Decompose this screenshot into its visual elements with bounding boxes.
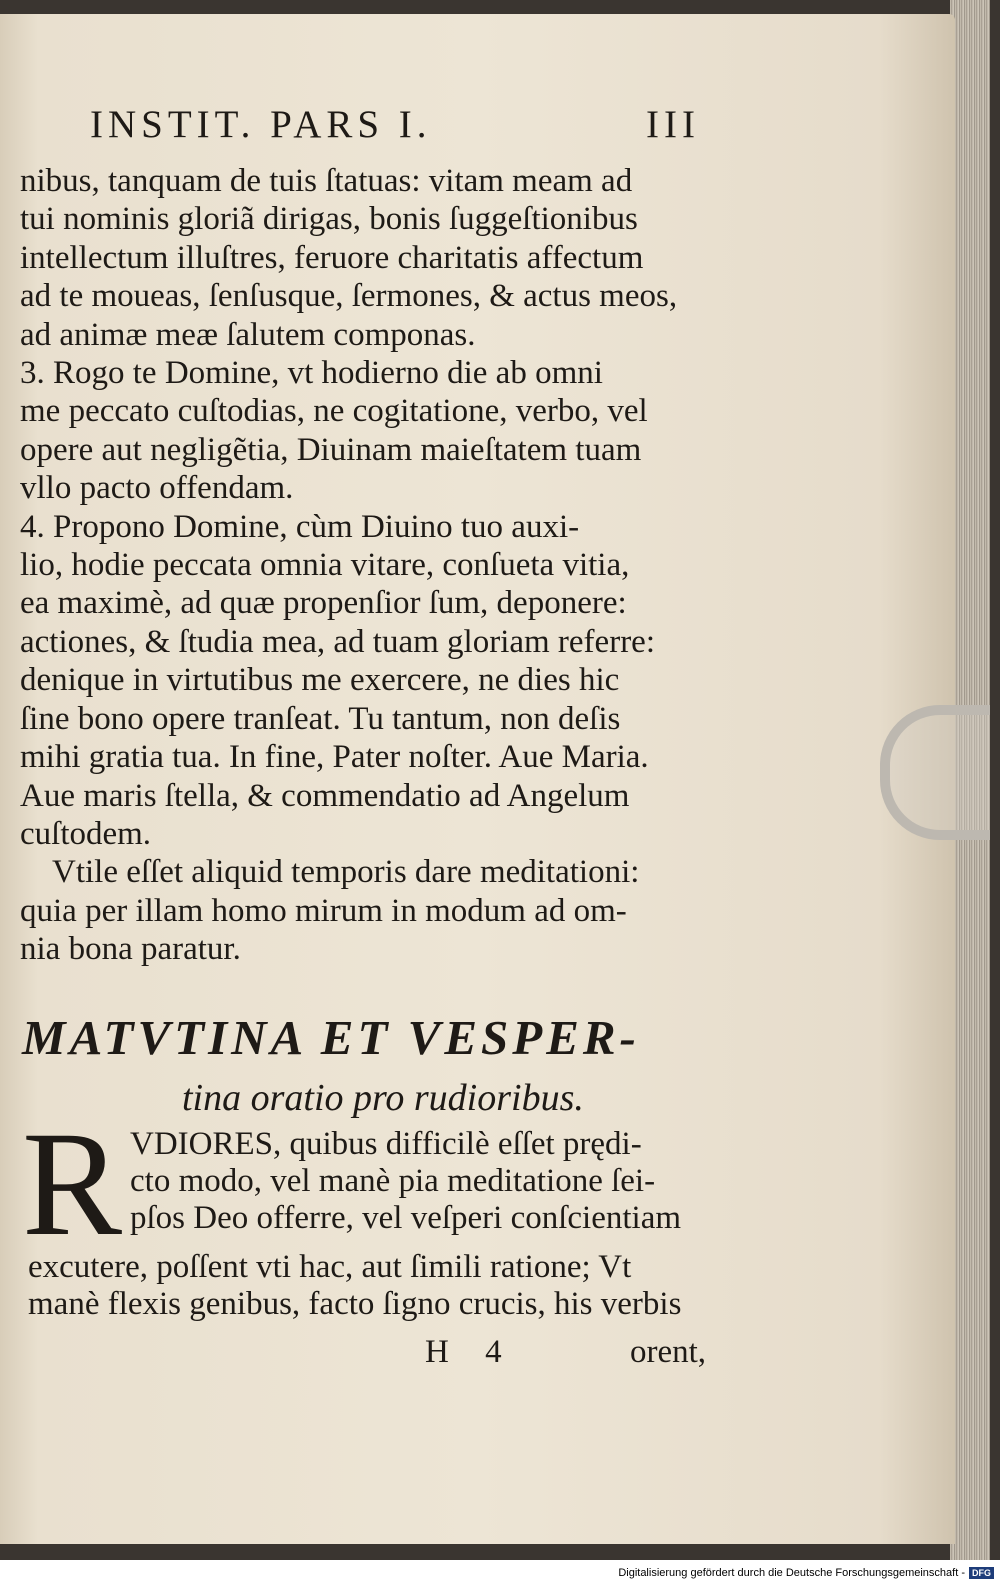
page-number: III [646, 103, 700, 146]
text-line: ad te moueas, ſenſusque, ſermones, & actus meos, [20, 278, 678, 315]
text-line: nibus, tanquam de tuis ſtatuas: vitam meam ad [20, 163, 633, 199]
paragraph-continuation [28, 1249, 728, 1323]
text-line: 4. Propono Domine, cùm Diuino tuo auxi- [20, 508, 580, 545]
text-line: cuſtodem. [20, 815, 152, 852]
text-line: pſos Deo offerre, vel veſperi conſcientiam [130, 1200, 682, 1236]
catchword: orent, [630, 1334, 707, 1370]
drop-cap-initial: R [22, 1101, 123, 1267]
text-line: excutere, poſſent vti hac, aut ſimili ratione; Vt [28, 1249, 632, 1285]
text-line: opere aut negligẽtia, Diuinam maieſtatem tuam [20, 431, 642, 468]
text-line: denique in virtutibus me exercere, ne dies hic [20, 662, 620, 699]
text-line: Vtile eſſet aliquid temporis dare meditationi: [52, 854, 640, 891]
text-line: cto modo, vel manè pia meditatione ſei- [130, 1163, 656, 1199]
book-page [0, 14, 955, 1544]
credit-text: Digitalisierung gefördert durch die Deutsche Forschungsgemeinschaft - [618, 1566, 965, 1579]
text-line: nia bona paratur. [20, 931, 241, 968]
body-text [20, 162, 710, 969]
section-title: MATVTINA ET VESPER- [22, 1010, 640, 1065]
text-line: Aue maris ſtella, & commendatio ad Angelum [20, 777, 630, 814]
text-line: VDIORES, quibus difficilè eſſet prędi- [130, 1126, 642, 1162]
text-line: ea maximè, ad quæ propenſior ſum, deponere: [20, 585, 627, 622]
text-line: ſine bono opere tranſeat. Tu tantum, non deſis [20, 700, 621, 737]
dfg-logo: DFG [969, 1567, 994, 1579]
section-subtitle: tina oratio pro rudioribus. [182, 1077, 584, 1119]
page-clip [880, 705, 990, 840]
text-line: lio, hodie peccata omnia vitare, conſueta vitia, [20, 547, 630, 584]
text-line: manè flexis genibus, facto ſigno crucis, his verbis [28, 1286, 682, 1322]
text-line: vllo pacto offendam. [20, 470, 294, 507]
text-line: actiones, & ſtudia mea, ad tuam gloriam referre: [20, 623, 655, 660]
text-line: 3. Rogo te Domine, vt hodierno die ab omni [20, 355, 603, 392]
text-line: me peccato cuſtodias, ne cogitatione, verbo, vel [20, 393, 648, 430]
text-line: intellectum illuſtres, feruore charitatis affectum [20, 239, 644, 276]
running-head [90, 102, 700, 147]
text-line: ad animæ meæ ſalutem componas. [20, 316, 476, 353]
drop-cap-lines [130, 1126, 720, 1237]
running-title: INSTIT. PARS I. [90, 103, 432, 146]
text-line: quia per illam homo mirum in modum ad om- [20, 892, 627, 929]
credit-bar [0, 1560, 1000, 1585]
text-line: mihi gratia tua. In fine, Pater noſter. Aue Maria. [20, 739, 649, 776]
signature-mark: H 4 [425, 1334, 516, 1370]
text-line: tui nominis gloriã dirigas, bonis ſuggeſtionibus [20, 201, 638, 238]
